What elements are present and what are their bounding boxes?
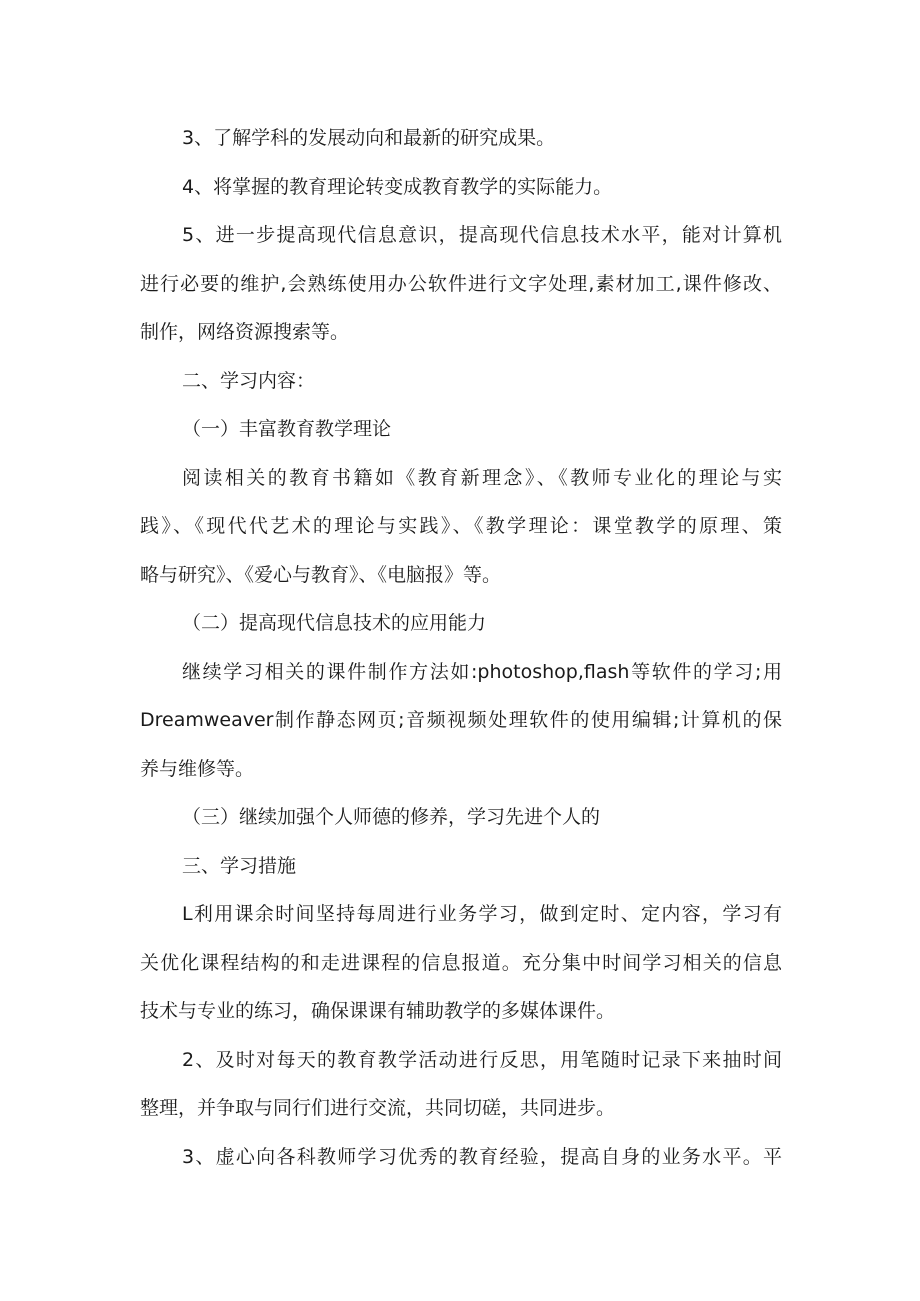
- paragraph-line: 养与维修等。: [140, 757, 255, 780]
- paragraph-line: 践》、《现代代艺术的理论与实践》、《教学理论：课堂教学的原理、策: [140, 515, 782, 537]
- paragraph-line: 关优化课程结构的和走进课程的信息报道。充分集中时间学习相关的信息: [140, 951, 782, 974]
- paragraph-line: 阅读相关的教育书籍如《教育新理念》、《教师专业化的理论与实: [182, 466, 782, 489]
- paragraph-line: 进行必要的维护,会熟练使用办公软件进行文字处理,素材加工,课件修改、: [140, 272, 782, 295]
- paragraph-line: 制作，网络资源搜索等。: [140, 321, 350, 343]
- section-heading: 三、学习措施: [182, 854, 297, 877]
- paragraph-line: 略与研究》、《爱心与教育》、《电脑报》等。: [140, 563, 502, 586]
- section-heading: 二、学习内容：: [182, 369, 316, 392]
- paragraph-line: 5、进一步提高现代信息意识，提高现代信息技术水平，能对计算机: [182, 224, 782, 246]
- subsection-heading: （一）丰富教育教学理论: [182, 418, 392, 440]
- paragraph-line: Dreamweaver制作静态网页;音频视频处理软件的使用编辑;计算机的保: [140, 709, 782, 731]
- paragraph-line: 4、将掌握的教育理论转变成教育教学的实际能力。: [182, 175, 613, 198]
- paragraph-line: 3、了解学科的发展动向和最新的研究成果。: [182, 127, 556, 149]
- paragraph-line: 整理，并争取与同行们进行交流，共同切磋，共同进步。: [140, 1097, 616, 1119]
- subsection-heading: （三）继续加强个人师德的修养，学习先进个人的: [182, 806, 601, 828]
- paragraph-line: 继续学习相关的课件制作方法如:photoshop,flash等软件的学习;用: [182, 660, 782, 683]
- paragraph-line: L利用课余时间坚持每周进行业务学习，做到定时、定内容，学习有: [182, 903, 782, 925]
- paragraph-line: 3、虚心向各科教师学习优秀的教育经验，提高自身的业务水平。平: [182, 1145, 782, 1168]
- paragraph-line: 2、及时对每天的教育教学活动进行反思，用笔随时记录下来抽时间: [182, 1048, 782, 1071]
- subsection-heading: （二）提高现代信息技术的应用能力: [182, 612, 487, 634]
- paragraph-line: 技术与专业的练习，确保课课有辅助教学的多媒体课件。: [140, 1000, 616, 1022]
